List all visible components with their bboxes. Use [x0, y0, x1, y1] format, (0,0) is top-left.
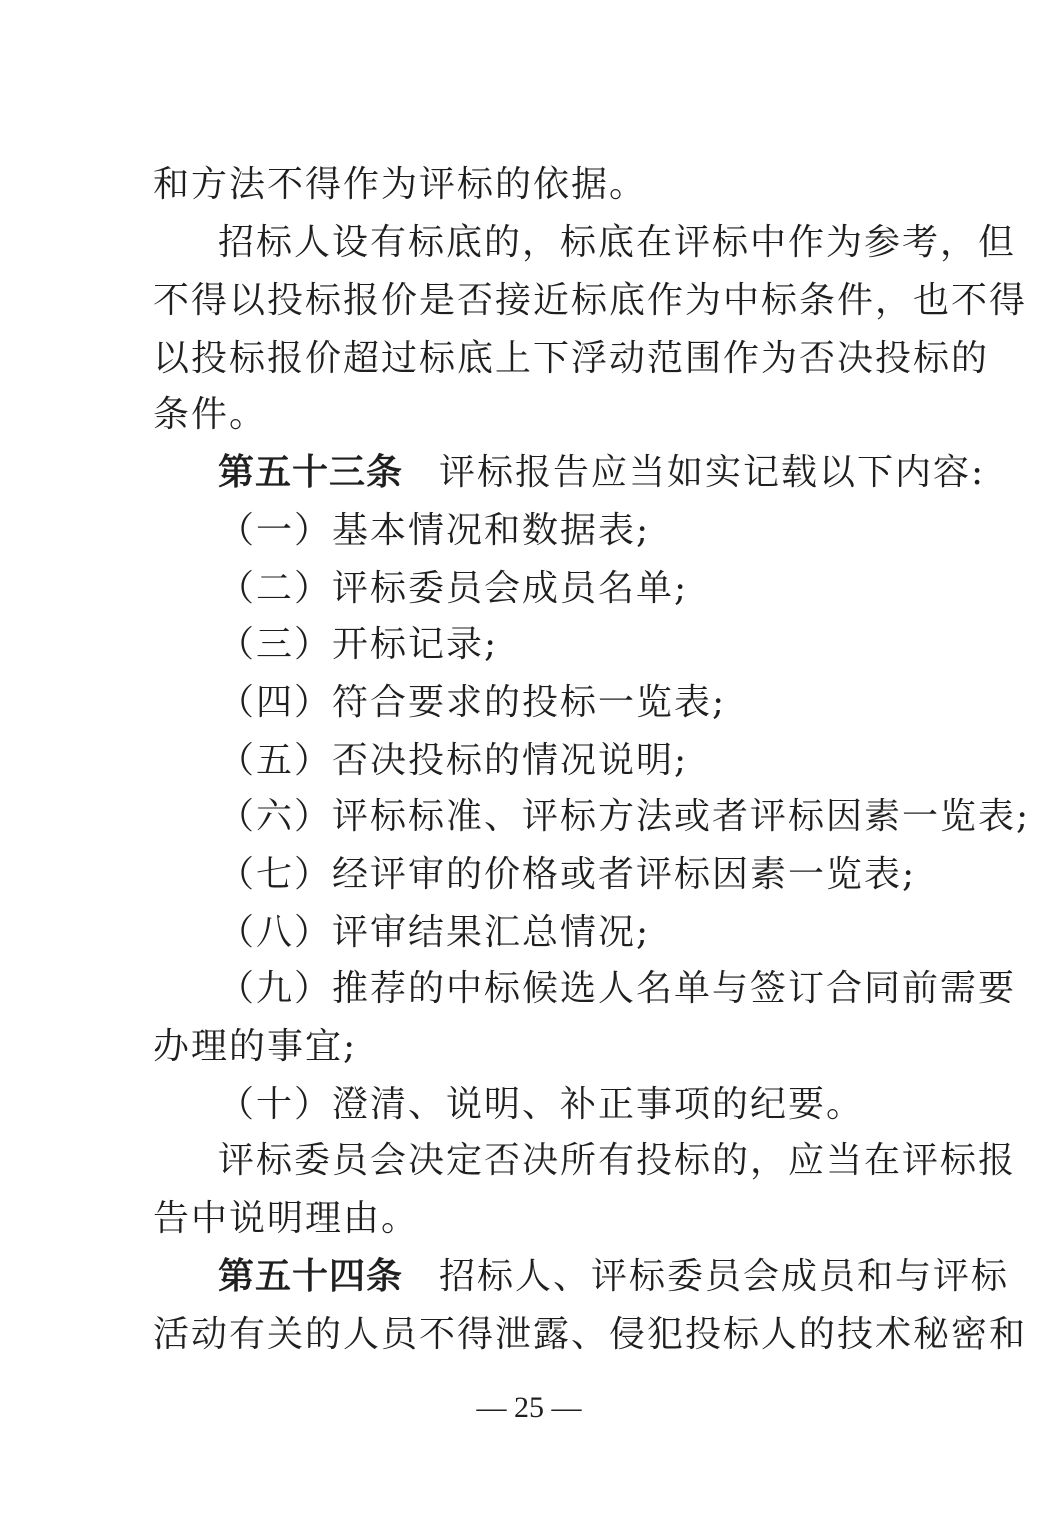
list-item: （六）评标标准、评标方法或者评标因素一览表;	[218, 796, 1031, 837]
list-item: （十）澄清、说明、补正事项的纪要。	[218, 1084, 865, 1125]
list-item-continuation: 办理的事宜;	[153, 1026, 358, 1067]
article-text: 评标报告应当如实记载以下内容:	[439, 452, 986, 493]
text-line: 不得以投标报价是否接近标底作为中标条件，也不得	[153, 280, 1028, 321]
list-item: （八）评审结果汇总情况;	[218, 912, 651, 953]
article-heading: 第五十四条	[218, 1256, 404, 1297]
article-heading: 第五十三条	[218, 452, 404, 493]
text-line: 评标委员会决定否决所有投标的，应当在评标报	[218, 1140, 1017, 1181]
list-item: （一）基本情况和数据表;	[218, 510, 651, 551]
text-line: 招标人设有标底的，标底在评标中作为参考，但	[218, 222, 1017, 263]
text-line: 以投标报价超过标底上下浮动范围作为否决投标的	[153, 338, 990, 379]
text-line: 和方法不得作为评标的依据。	[153, 164, 648, 205]
list-item: （五）否决投标的情况说明;	[218, 740, 689, 781]
list-item: （九）推荐的中标候选人名单与签订合同前需要	[218, 968, 1017, 1009]
article-53	[218, 448, 985, 498]
list-item: （三）开标记录;	[218, 624, 499, 665]
article-text: 招标人、评标委员会成员和与评标	[439, 1256, 1010, 1297]
list-item: （七）经评审的价格或者评标因素一览表;	[218, 854, 917, 895]
article-54	[218, 1252, 1009, 1302]
text-line: 告中说明理由。	[153, 1198, 420, 1239]
page-number: — 25 —	[476, 1391, 582, 1424]
text-line: 条件。	[153, 394, 268, 435]
list-item: （四）符合要求的投标一览表;	[218, 682, 727, 723]
list-item: （二）评标委员会成员名单;	[218, 568, 689, 609]
text-line: 活动有关的人员不得泄露、侵犯投标人的技术秘密和	[153, 1314, 1028, 1355]
